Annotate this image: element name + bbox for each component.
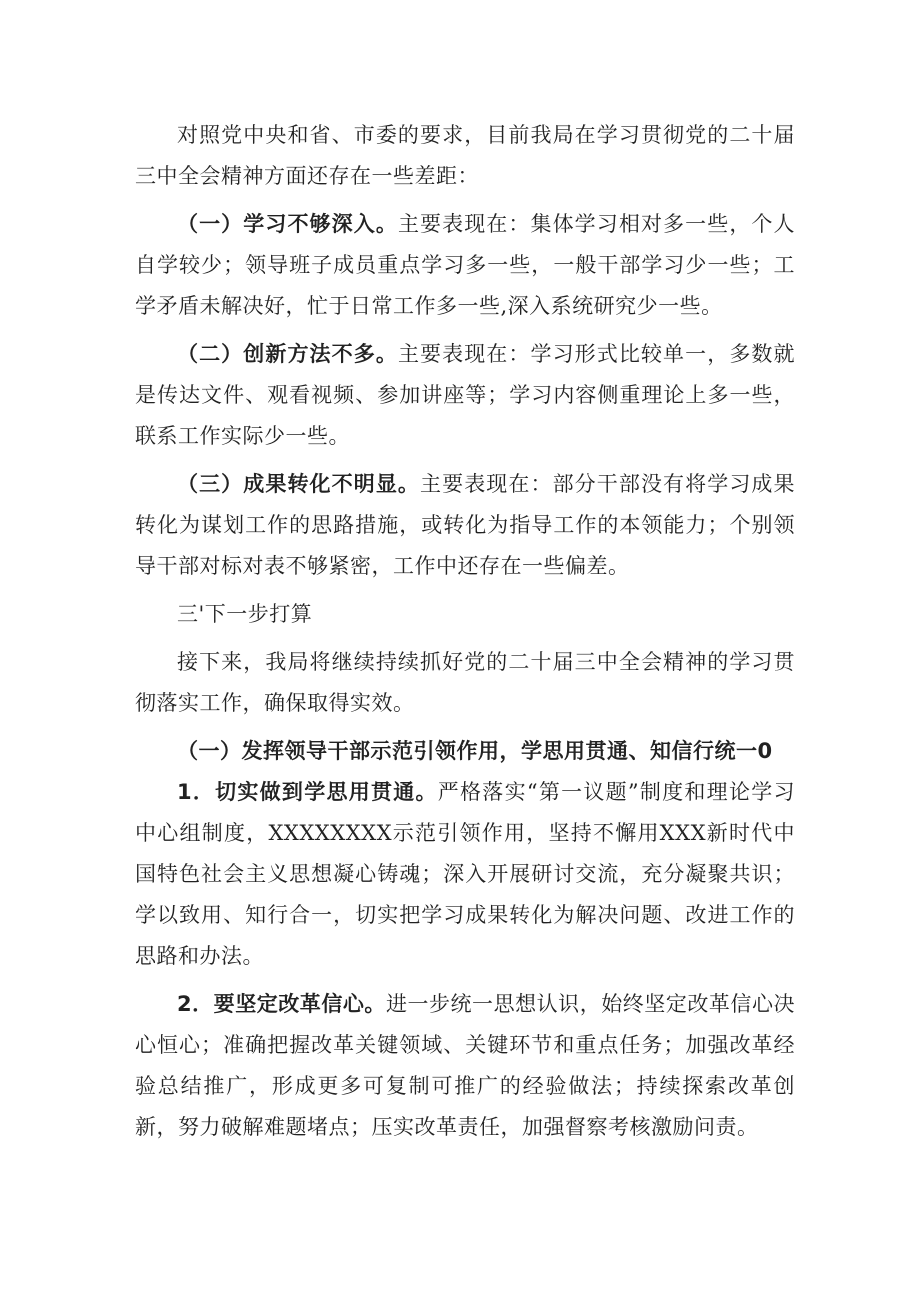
problem-body-2: 主要表现在：学习形式比较单一，多数就是传达文件、观看视频、参加讲座等；学习内容侧重理论上多一些，联系工作实际少一些。	[135, 342, 796, 448]
problem-paragraph-2	[135, 334, 795, 457]
plan-item-1-body: 严格落实“第一议题”制度和理论学习中心组制度，XXXXXXXX示范引领作用，坚持不懈用XXX新时代中国特色社会主义思想凝心铸魂；深入开展研讨交流，充分凝聚共识；学以致用、知行合一，切实把学习成果转化为解决问题、改进工作的思路和办法。	[135, 780, 795, 968]
plan-item-2-body: 进一步统一思想认识，始终坚定改革信心决心恒心；准确把握改革关键领域、关键环节和重点任务；加强改革经验总结推广，形成更多可复制可推广的经验做法；持续探索改革创新，努力破解难题堵点；压实改革责任，加强督察考核激励问责。	[135, 992, 795, 1139]
section-3-intro: 接下来，我局将继续持续抓好党的二十届三中全会精神的学习贯彻落实工作，确保取得实效。	[135, 650, 795, 715]
problem-body-1: 主要表现在：集体学习相对多一些，个人自学较少；领导班子成员重点学习多一些，一般干部学习少一些；工学矛盾未解决好，忙于日常工作多一些,深入系统研究少一些。	[135, 212, 796, 318]
intro-paragraph: 对照党中央和省、市委的要求，目前我局在学习贯彻党的二十届三中全会精神方面还存在一些差距：	[135, 123, 795, 188]
plan-item-2-heading: 2．要坚定改革信心。	[177, 992, 386, 1016]
problem-heading-3: （三）成果转化不明显。	[177, 472, 421, 496]
document-body	[135, 115, 795, 1148]
plan-1-heading-text: （一）发挥领导干部示范引领作用，学思用贯通、知信行统一0	[177, 739, 773, 763]
problem-body-3: 主要表现在：部分干部没有将学习成果转化为谋划工作的思路措施，或转化为指导工作的本领能力；个别领导干部对标对表不够紧密，工作中还存在一些偏差。	[135, 472, 796, 578]
problem-paragraph-1	[135, 204, 795, 327]
plan-item-1	[135, 772, 795, 977]
plan-item-2	[135, 984, 795, 1148]
section-3-title: 三'下一步打算	[177, 602, 313, 626]
problem-paragraph-3	[135, 464, 795, 587]
plan-1-heading	[135, 731, 795, 772]
problem-heading-2: （二）创新方法不多。	[177, 342, 398, 366]
problem-heading-1: （一）学习不够深入。	[177, 212, 398, 236]
plan-item-1-heading: 1．切实做到学思用贯通。	[177, 780, 438, 804]
